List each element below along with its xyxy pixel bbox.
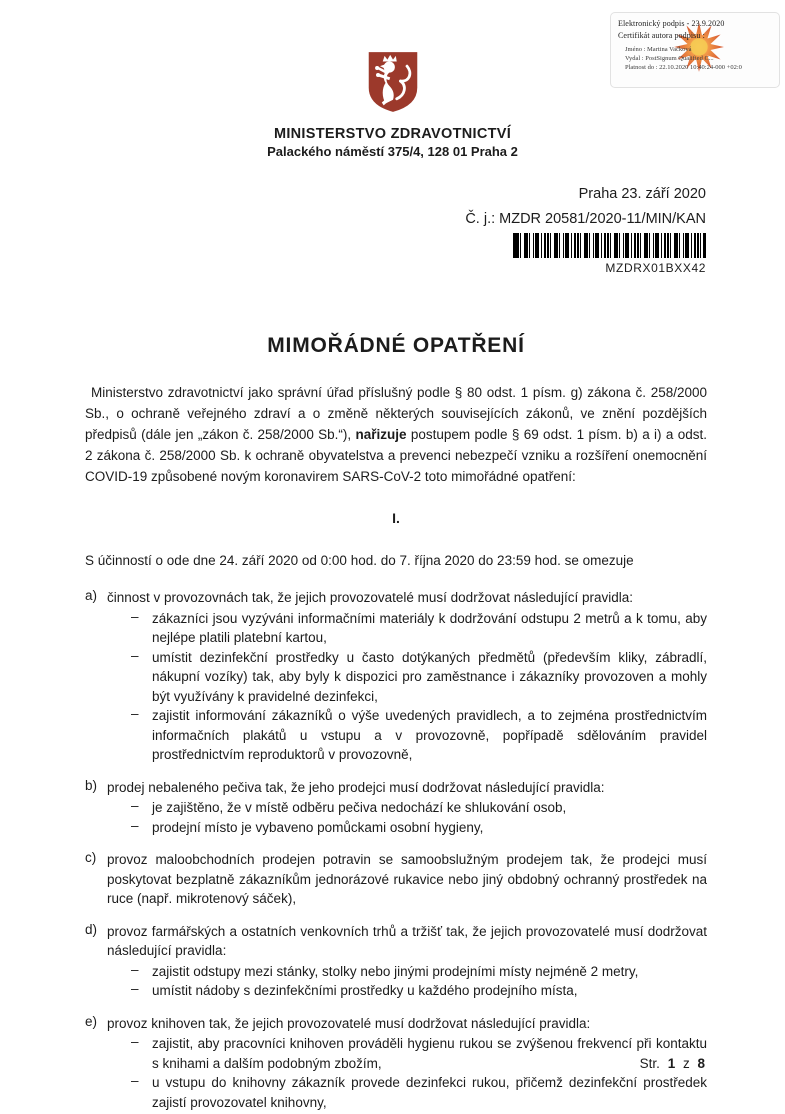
stamp-certificate-label: Certifikát autora podpisu : xyxy=(618,31,705,40)
intro-paragraph xyxy=(85,382,707,487)
bullet-text: umístit nádoby s dezinfekčními prostředky u každého prodejního místa, xyxy=(152,983,578,998)
item-label: a) xyxy=(85,588,98,603)
bullet-item xyxy=(107,1073,707,1112)
bullet-item xyxy=(107,648,707,707)
item-text: provoz farmářských a ostatních venkovních trhů a tržišť tak, že jejich provozovatelé musí dodržovat následující pravidla: xyxy=(107,923,707,958)
item-text: prodej nebaleného pečiva tak, že jeho prodejci musí dodržovat následující pravidla: xyxy=(107,779,605,795)
bullet-item xyxy=(107,609,707,648)
list-item-a xyxy=(85,588,707,765)
bullet-item xyxy=(107,798,707,818)
list-item-d xyxy=(85,922,707,1001)
bullet-item xyxy=(107,981,707,1001)
document-meta xyxy=(465,186,706,275)
page-separator: z xyxy=(682,1056,690,1071)
item-label: e) xyxy=(85,1013,98,1029)
bullet-text: je zajištěno, že v místě odběru pečiva nedochází ke shlukování osob, xyxy=(152,800,567,815)
stamp-issuer: Vydal : PostSignum Qualified C... xyxy=(625,55,714,62)
sub-bullets xyxy=(107,798,707,837)
bullet-dash: – xyxy=(131,981,139,996)
page-number xyxy=(640,1056,705,1071)
item-label: c) xyxy=(85,850,97,865)
czech-coat-of-arms-icon xyxy=(365,50,421,114)
sub-bullets xyxy=(107,609,707,765)
bullet-dash: – xyxy=(131,961,139,977)
bullet-dash: – xyxy=(131,798,139,813)
stamp-signature-date: Elektronický podpis - 23.9.2020 xyxy=(618,19,725,28)
barcode-label: MZDRX01BXX42 xyxy=(605,261,706,275)
reference-number: Č. j.: MZDR 20581/2020-11/MIN/KAN xyxy=(465,211,706,227)
ministry-name: MINISTERSTVO ZDRAVOTNICTVÍ xyxy=(273,126,512,142)
item-label: b) xyxy=(85,777,98,793)
bullet-item xyxy=(107,818,707,838)
sub-bullets xyxy=(107,962,707,1001)
measures-list xyxy=(85,588,707,1112)
stamp-signer-name: Jméno : Martina Vačková xyxy=(625,46,692,53)
bullet-dash: – xyxy=(131,1073,139,1088)
bullet-dash: – xyxy=(131,706,139,721)
bullet-dash: – xyxy=(131,647,139,663)
bullet-item xyxy=(107,1034,707,1073)
barcode xyxy=(513,233,706,258)
bullet-item xyxy=(107,962,707,982)
item-label: d) xyxy=(85,921,98,937)
document-body xyxy=(85,334,707,1114)
page-number-label: Str. xyxy=(639,1056,660,1071)
item-text: činnost v provozovnách tak, že jejich provozovatelé musí dodržovat následující pravidla: xyxy=(107,590,634,605)
bullet-text: zajistit informování zákazníků o výše uvedených pravidlech, a to zejména prostřednictvím informačních plakátů u vstupu a v provozovně, popřípadě sdělováním pravidel prostřednictvím reproduktorů v provozovně, xyxy=(152,708,707,762)
bullet-item xyxy=(107,706,707,765)
total-pages: 8 xyxy=(697,1056,705,1071)
item-text: provoz maloobchodních prodejen potravin se samoobslužným prodejem tak, že prodejci musí poskytovat bezplatně zákazníkům jednorázové rukavice nebo jiný obdobný ochranný prostředek na ruce (např. mikrotenový sáček), xyxy=(107,852,707,906)
bullet-text: umístit dezinfekční prostředky u často dotýkaných předmětů (především kliky, zábradlí, nákupní vozíky) tak, aby byly k dispozici pro zaměstnance i zákazníky provozoven a mohly být využívány k pravidelné dezinfekci, xyxy=(152,649,707,704)
bullet-dash: – xyxy=(131,608,139,624)
bullet-text: zákazníci jsou vyzýváni informačními materiály k dodržování odstupu 2 metrů a k tomu, aby nejlépe platili platební kartou, xyxy=(152,610,707,645)
ministry-address: Palackého náměstí 375/4, 128 01 Praha 2 xyxy=(267,144,518,159)
intro-bold-word: nařizuje xyxy=(355,427,407,442)
bullet-dash: – xyxy=(131,1034,139,1049)
stamp-validity: Platnost do : 22.10.2020 10:40:24-000 +02:0 xyxy=(625,64,742,71)
bullet-text: zajistit odstupy mezi stánky, stolky nebo jinými prodejními místy nejméně 2 metry, xyxy=(152,963,639,979)
intro-text-before: Ministerstvo zdravotnictví jako správní úřad příslušný podle § 80 odst. 1 písm. g) zákona č. 258/2000 Sb., o ochraně veřejného zdraví a o změně některých souvisejících zákonů, ve znění pozdějších předpisů (dále jen „zákon č. 258/2000 Sb.“), xyxy=(85,385,707,442)
bullet-text: u vstupu do knihovny zákazník provede dezinfekci rukou, přičemž dezinfekční prostředek zajistí provozovatel knihovny, xyxy=(152,1075,707,1110)
list-item-c xyxy=(85,850,707,909)
bullet-text: prodejní místo je vybaveno pomůckami osobní hygieny, xyxy=(152,819,484,835)
place-and-date: Praha 23. září 2020 xyxy=(578,186,706,202)
document-title: MIMOŘÁDNÉ OPATŘENÍ xyxy=(267,334,525,357)
current-page: 1 xyxy=(667,1056,676,1071)
list-item-b xyxy=(85,778,707,838)
intro-text-after: postupem podle § 69 odst. 1 písm. b) a i) a odst. 2 zákona č. 258/2000 Sb. k ochraně obyvatelstva a prevenci nebezpečí vzniku a rozšíření onemocnění COVID-19 způsobené novým koronavirem SARS-CoV-2 toto mimořádné opatření: xyxy=(85,427,707,484)
item-text: provoz knihoven tak, že jejich provozovatelé musí dodržovat následující pravidla: xyxy=(107,1015,591,1031)
bullet-dash: – xyxy=(131,817,139,833)
section-numeral: I. xyxy=(392,510,400,526)
effective-date-line: S účinností o ode dne 24. září 2020 od 0:00 hod. do 7. října 2020 do 23:59 hod. se omezuje xyxy=(85,553,634,568)
list-item-e xyxy=(85,1014,707,1113)
bullet-text: zajistit, aby pracovníci knihoven prováděli hygienu rukou se zvýšenou frekvencí při kontaktu s knihami a dalším podobným zbožím, xyxy=(152,1036,707,1071)
sub-bullets xyxy=(107,1034,707,1112)
